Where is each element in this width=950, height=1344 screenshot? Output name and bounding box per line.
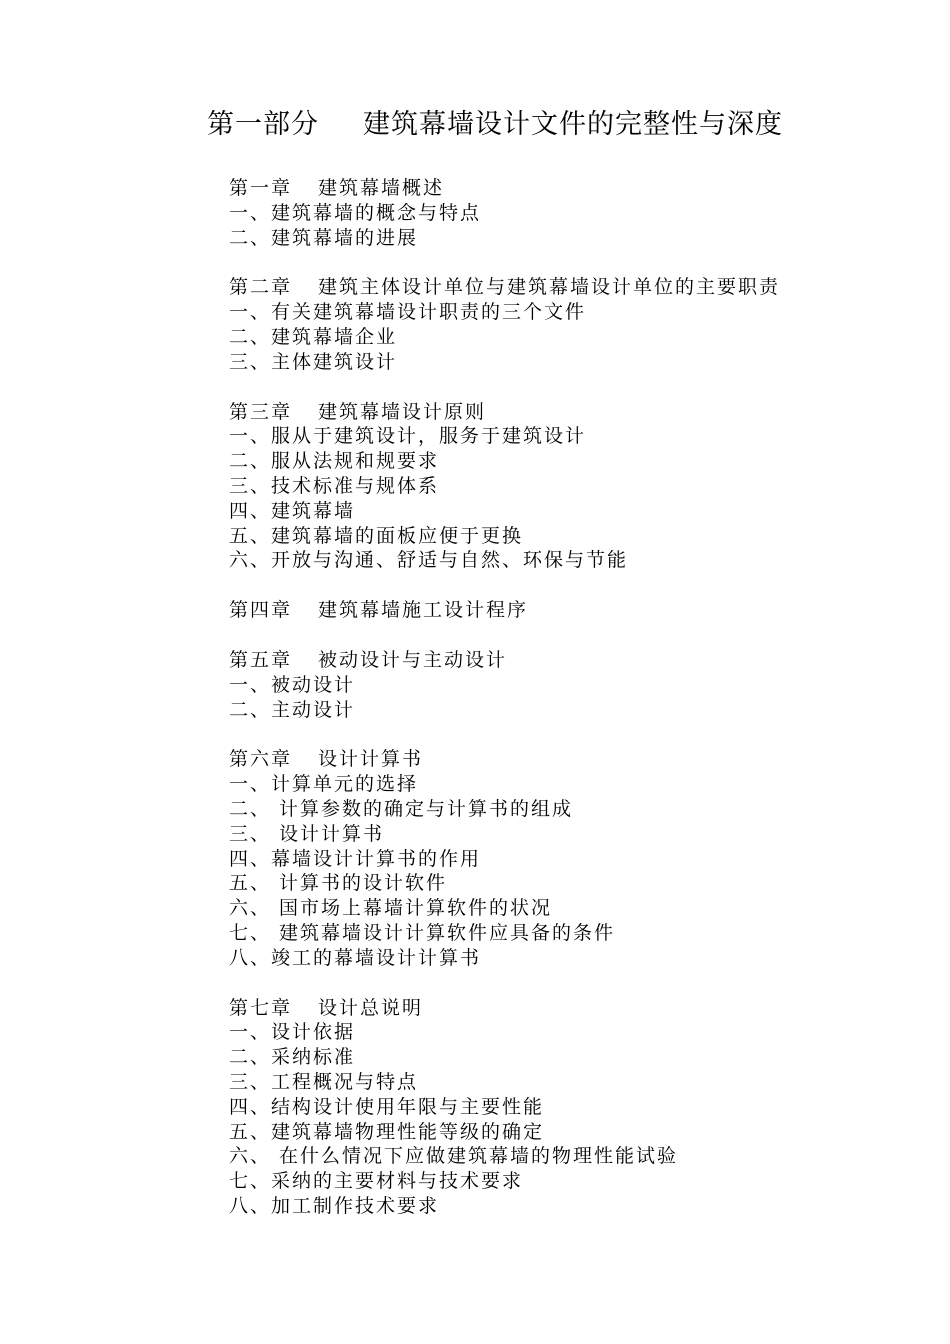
section-item: 六、 国市场上幕墙计算软件的状况: [229, 897, 553, 920]
section-item: 七、采纳的主要材料与技术要求: [229, 1170, 524, 1193]
section-item: 一、建筑幕墙的概念与特点: [229, 201, 482, 224]
chapter-heading: [229, 996, 929, 1021]
section-item: 二、采纳标准: [229, 1046, 356, 1069]
section-item: 五、 计算书的设计软件: [229, 872, 448, 895]
chapter-block: [229, 747, 929, 970]
chapter-label: 第七章: [229, 996, 293, 1019]
section-item: 五、建筑幕墙的面板应便于更换: [229, 524, 524, 547]
chapter-block: [229, 400, 929, 574]
chapter-heading: [229, 747, 929, 772]
section-item: 三、工程概况与特点: [229, 1070, 419, 1093]
page-title: [207, 108, 783, 142]
section-item: 三、 设计计算书: [229, 822, 385, 845]
chapter-heading: [229, 275, 929, 300]
chapter-block: [229, 176, 929, 250]
section-item: 二、主动设计: [229, 698, 356, 721]
section-item: 四、幕墙设计计算书的作用: [229, 847, 482, 870]
section-item: 四、结构设计使用年限与主要性能: [229, 1095, 545, 1118]
chapter-label: 第三章: [229, 400, 293, 423]
section-item: 一、设计依据: [229, 1021, 356, 1044]
section-item: 五、建筑幕墙物理性能等级的确定: [229, 1120, 545, 1143]
chapter-block: [229, 996, 929, 1219]
chapter-label: 第五章: [229, 648, 293, 671]
chapter-heading: [229, 176, 929, 201]
section-item: 二、服从法规和规要求: [229, 450, 440, 473]
chapter-label: 第四章: [229, 599, 293, 622]
chapter-title: 建筑幕墙概述: [318, 177, 445, 199]
chapter-label: 第一章: [229, 177, 293, 199]
section-item: 一、服从于建筑设计，服务于建筑设计: [229, 425, 587, 448]
section-item: 三、主体建筑设计: [229, 350, 398, 373]
chapter-title: 建筑幕墙设计原则: [318, 400, 487, 423]
table-of-contents: [229, 176, 929, 1244]
chapter-block: [229, 275, 929, 374]
title-part: 第一部分: [207, 109, 319, 140]
chapter-title: 设计计算书: [318, 748, 424, 771]
section-item: 二、 计算参数的确定与计算书的组成: [229, 797, 574, 820]
section-item: 六、开放与沟通、舒适与自然、环保与节能: [229, 549, 629, 572]
chapter-heading: [229, 598, 929, 623]
section-item: 六、 在什么情况下应做建筑幕墙的物理性能试验: [229, 1145, 679, 1168]
chapter-heading: [229, 400, 929, 425]
chapter-block: [229, 648, 929, 722]
section-item: 四、建筑幕墙: [229, 499, 356, 522]
chapter-title: 被动设计与主动设计: [318, 648, 508, 671]
section-item: 八、加工制作技术要求: [229, 1194, 440, 1217]
section-item: 七、 建筑幕墙设计计算软件应具备的条件: [229, 921, 616, 944]
section-item: 二、建筑幕墙企业: [229, 325, 398, 348]
section-item: 一、计算单元的选择: [229, 773, 419, 796]
section-item: 一、有关建筑幕墙设计职责的三个文件: [229, 301, 587, 324]
chapter-heading: [229, 648, 929, 673]
section-item: 一、被动设计: [229, 673, 356, 696]
chapter-block: [229, 598, 929, 623]
chapter-label: 第六章: [229, 748, 293, 771]
title-text: 建筑幕墙设计文件的完整性与深度: [363, 109, 783, 140]
section-item: 二、建筑幕墙的进展: [229, 226, 419, 249]
chapter-title: 建筑幕墙施工设计程序: [318, 599, 529, 622]
section-item: 八、竣工的幕墙设计计算书: [229, 946, 482, 969]
chapter-label: 第二章: [229, 276, 293, 299]
chapter-title: 建筑主体设计单位与建筑幕墙设计单位的主要职责: [318, 276, 781, 299]
chapter-title: 设计总说明: [318, 996, 424, 1019]
section-item: 三、技术标准与规体系: [229, 474, 440, 497]
